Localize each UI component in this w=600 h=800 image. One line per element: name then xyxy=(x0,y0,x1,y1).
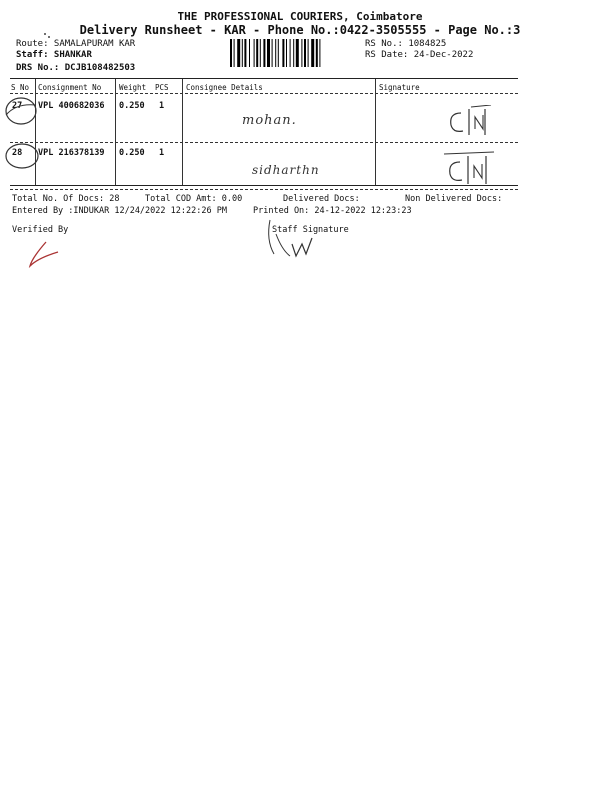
drs-number: DRS No.: DCJB108482503 xyxy=(16,63,136,73)
rs-number: RS No.: 1084825 xyxy=(365,39,447,49)
row-signature-mark xyxy=(440,150,498,186)
row-consignment: VPL 216378139 xyxy=(38,148,105,158)
col-header-weight: Weight xyxy=(119,83,147,92)
scan-speck xyxy=(48,36,50,38)
barcode xyxy=(230,39,358,67)
scan-speck xyxy=(44,33,46,35)
column-divider xyxy=(375,79,376,185)
entered-by: Entered By :INDUKAR 12/24/2022 12:22:26 PM xyxy=(12,206,227,216)
staff-label: Staff: SHANKAR xyxy=(16,50,92,60)
sno-circle-mark xyxy=(2,141,42,171)
total-docs: Total No. Of Docs: 28 xyxy=(12,194,120,204)
column-divider xyxy=(182,79,183,185)
column-divider xyxy=(115,79,116,185)
col-header-sno: S No xyxy=(11,83,30,92)
printed-on: Printed On: 24-12-2022 12:23:23 xyxy=(253,206,412,216)
rs-date: RS Date: 24-Dec-2022 xyxy=(365,50,474,60)
verified-by-label: Verified By xyxy=(12,225,69,235)
runsheet-title: Delivery Runsheet - KAR - Phone No.:0422-3505555 - Page No.:3 xyxy=(79,23,521,37)
sno-circle-mark xyxy=(2,95,40,127)
total-cod: Total COD Amt: 0.00 xyxy=(145,194,243,204)
row-pcs: 1 xyxy=(159,101,165,111)
header-rule xyxy=(10,93,518,94)
table-top-rule xyxy=(10,78,518,79)
table-bottom-dash xyxy=(10,189,518,190)
row-consignment: VPL 400682036 xyxy=(38,101,105,111)
row-sno: 27 xyxy=(12,101,23,111)
route-label: Route: SAMALAPURAM KAR xyxy=(16,39,136,49)
col-header-signature: Signature xyxy=(379,83,420,92)
non-delivered-docs: Non Delivered Docs: xyxy=(405,194,503,204)
staff-signature-mark xyxy=(262,214,322,262)
col-header-consignment: Consignment No xyxy=(38,83,102,92)
row-sno: 28 xyxy=(12,148,23,158)
row-weight: 0.250 xyxy=(119,101,145,111)
col-header-pcs: PCS xyxy=(155,83,169,92)
row-weight: 0.250 xyxy=(119,148,145,158)
row-consignee-handwriting: sidharthn xyxy=(252,163,320,177)
col-header-consignee: Consignee Details xyxy=(186,83,263,92)
staff-signature-label: Staff Signature xyxy=(272,225,349,235)
table-bottom-rule xyxy=(10,185,518,186)
row-consignee-handwriting: mohan. xyxy=(242,113,297,128)
row-pcs: 1 xyxy=(159,148,165,158)
row-signature-mark xyxy=(445,105,495,139)
delivered-docs: Delivered Docs: xyxy=(283,194,360,204)
verified-by-signature xyxy=(24,236,64,272)
company-title: THE PROFESSIONAL COURIERS, Coimbatore xyxy=(177,10,423,23)
row-rule xyxy=(10,142,518,143)
